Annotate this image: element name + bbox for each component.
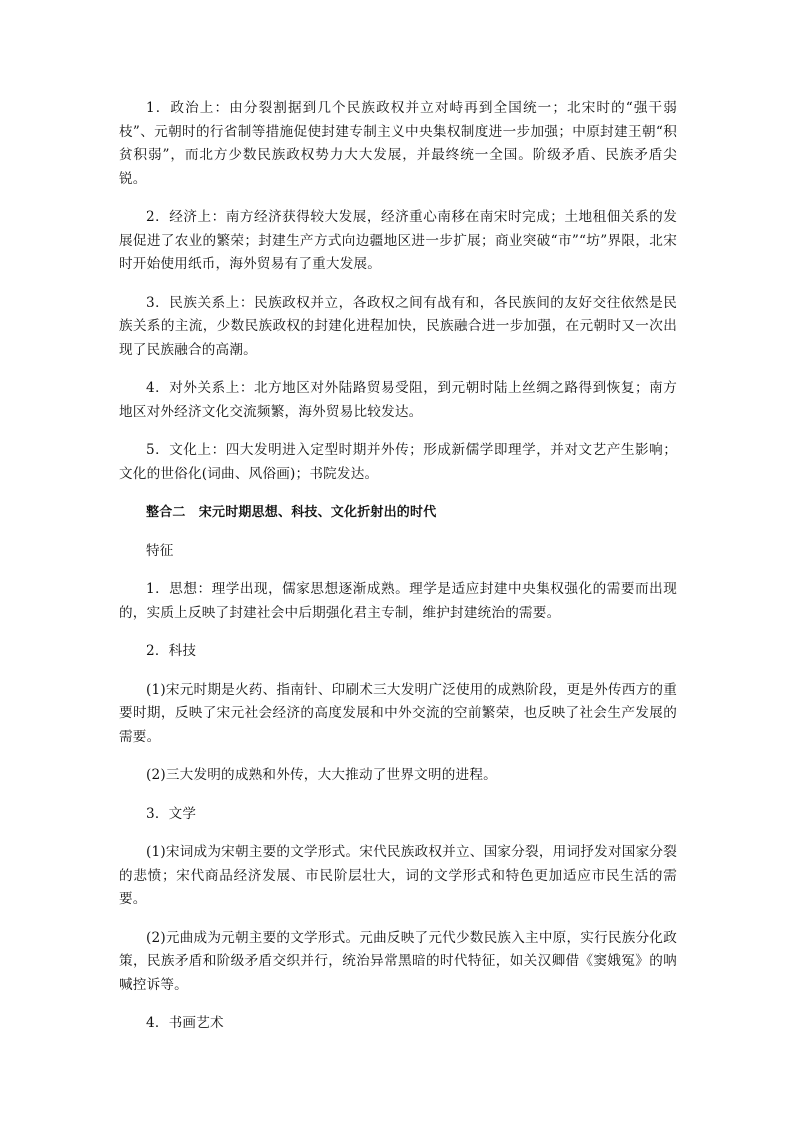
para-thought: 1．思想：理学出现，儒家思想逐渐成熟。理学是适应封建中央集权强化的需要而出现的，实质上反映了封建社会中后期强化君主专制，维护封建统治的需要。: [119, 581, 677, 621]
para-economy: 2．经济上：南方经济获得较大发展，经济重心南移在南宋时完成；土地租佃关系的发展促进了农业的繁荣；封建生产方式向边疆地区进一步扩展；商业突破“市”“坊”界限，北宋时开始使用纸币，海外贸易有了重大发展。: [119, 209, 677, 272]
heading-continuation-features: 特征: [146, 542, 174, 559]
para-foreign-relations: 4．对外关系上：北方地区对外陆路贸易受阻，到元朝时陆上丝绸之路得到恢复；南方地区对外经济文化交流频繁，海外贸易比较发达。: [119, 380, 677, 420]
label-calligraphy-painting: 4．书画艺术: [146, 1015, 224, 1031]
section-heading-integration-two: 整合二 宋元时期思想、科技、文化折射出的时代: [146, 505, 437, 520]
para-literature-1: (1)宋词成为宋朝主要的文学形式。宋代民族政权并立、国家分裂，用词抒发对国家分裂的悲愤；宋代商品经济发展、市民阶层壮大，词的文学形式和特色更加适应市民生活的需要。: [119, 844, 677, 907]
document-page: [119, 97, 677, 1051]
label-technology: 2．科技: [146, 643, 197, 659]
para-literature-2: (2)元曲成为元朝主要的文学形式。元曲反映了元代少数民族入主中原，实行民族分化政策，民族矛盾和阶级矛盾交织并行，统治异常黑暗的时代特征，如关汉卿借《窦娥冤》的呐喊控诉等。: [119, 929, 677, 993]
para-politics: 1．政治上：由分裂割据到几个民族政权并立对峙再到全国统一；北宋时的“强干弱枝”、元朝时的行省制等措施促使封建专制主义中央集权制度进一步加强；中原封建王朝“积贫积弱”，而北方少数民族政权势力大大发展，并最终统一全国。阶级矛盾、民族矛盾尖锐。: [119, 100, 677, 187]
para-technology-2: (2)三大发明的成熟和外传，大大推动了世界文明的进程。: [146, 767, 497, 783]
para-culture: 5．文化上：四大发明进入定型时期并外传；形成新儒学即理学，并对文艺产生影响；文化的世俗化(词曲、风俗画)；书院发达。: [119, 442, 677, 482]
para-ethnic-relations: 3．民族关系上：民族政权并立，各政权之间有战有和，各民族间的友好交往依然是民族关系的主流，少数民族政权的封建化进程加快，民族融合进一步加强，在元朝时又一次出现了民族融合的高潮。: [119, 294, 677, 358]
label-literature: 3．文学: [146, 805, 197, 822]
para-technology-1: (1)宋元时期是火药、指南针、印刷术三大发明广泛使用的成熟阶段，更是外传西方的重要时期，反映了宋元社会经济的高度发展和中外交流的空前繁荣，也反映了社会生产发展的需要。: [119, 681, 677, 745]
